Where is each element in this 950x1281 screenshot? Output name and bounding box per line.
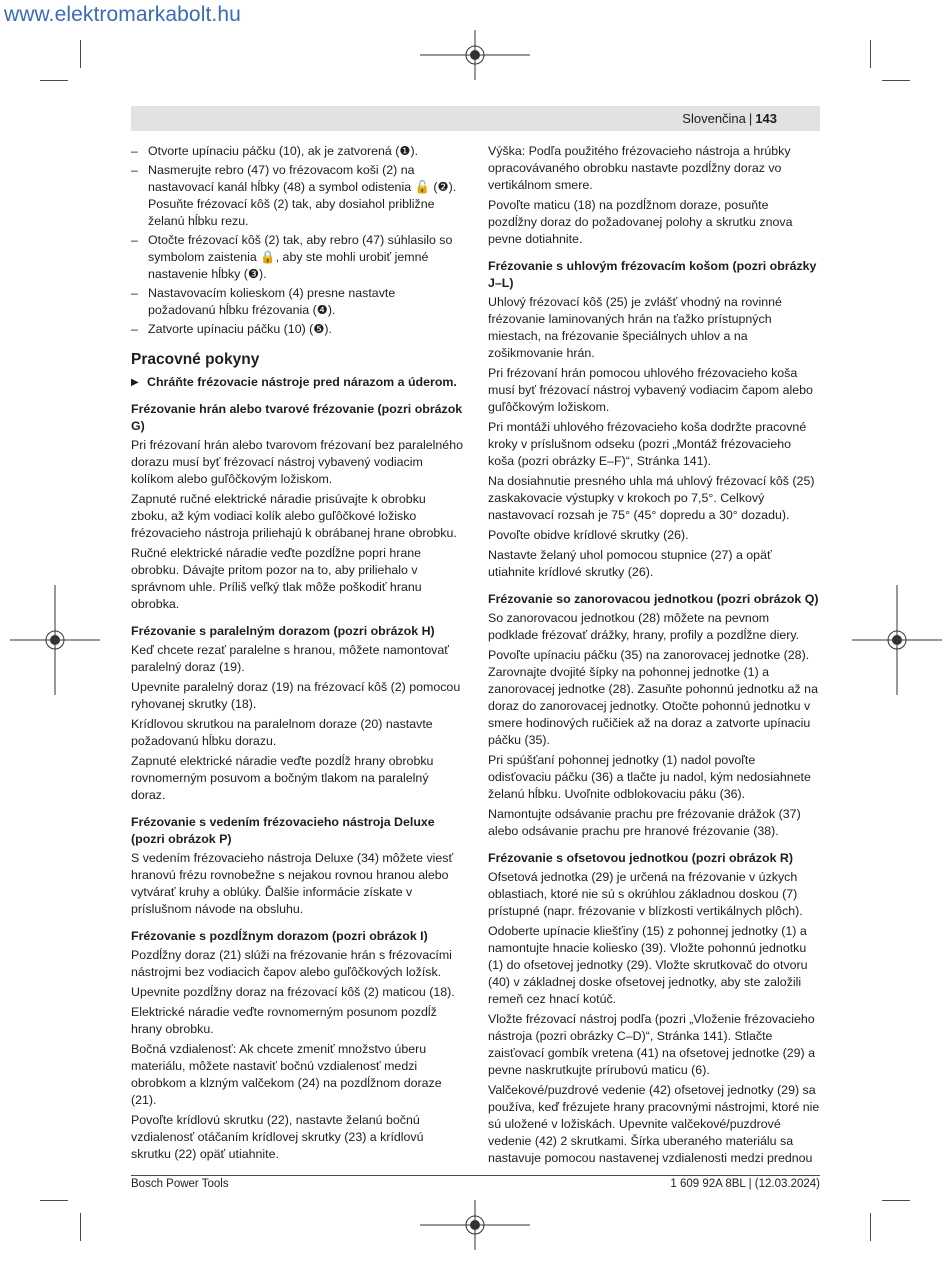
paragraph: Ofsetová jednotka (29) je určená na frézovanie v úzkych oblastiach, ktoré nie sú s okrúhlou základnou doskou (7) prístupné (napr. frézovanie v blízkosti vertikálnych plôch). [488,870,803,918]
crop-mark [80,1213,81,1241]
paragraph: Pri frézovaní hrán alebo tvarovom frézovaní bez paralelného dorazu musí byť frézovací nástroj vybavený vodiacim kolíkom alebo guľôčkovým ložiskom. [131,438,463,486]
subsection-heading: Frézovanie s paralelným dorazom (pozri obrázok H) [131,624,435,638]
crop-mark [40,1200,68,1201]
right-column [488,143,820,1170]
header-language-label: Slovenčina [682,111,746,126]
step-item: – Nasmerujte rebro (47) vo frézovacom koši (2) na nastavovací kanál hĺbky (48) a symbol odistenia 🔓 (❷). Posuňte frézovací kôš (2) tak, aby dosiahol približne želanú hĺbku rezu. [131,162,464,230]
section-title: Pracovné pokyny [131,351,260,368]
subsection-heading: Frézovanie s pozdĺžnym dorazom (pozri obrázok I) [131,929,428,943]
paragraph: Valčekové/puzdrové vedenie (42) ofsetovej jednotky (29) sa používa, keď frézujete hrany pracovnými nástrojmi, ktoré nie sú uložené v ložiskách. Upevnite valčekové/puzdrové vedenie (42) 2 skrutkami. Šírka uberaného materiálu sa nastavuje pomocou nastavenej vzdialenosti medzi prednou [488,1083,820,1165]
paragraph: Uhlový frézovací kôš (25) je zvlášť vhodný na rovinné frézovanie laminovaných hrán na ťažko prístupných miestach, na frézovanie špeciálnych uhlov a na zošikmovanie hrán. [488,295,782,360]
crop-mark [882,1200,910,1201]
paragraph: Vložte frézovací nástroj podľa (pozri „Vloženie frézovacieho nástroja (pozri obrázky C–D)“, Stránka 141). Stlačte zaisťovací gombík vretena (41) na ofsetovej jednotke (29) a pevne naskrutkujte prírubovú maticu (6). [488,1012,815,1077]
paragraph: Pozdĺžny doraz (21) slúži na frézovanie hrán s frézovacími nástrojmi bez vodiacich čapov alebo guľôčkových ložísk. [131,948,452,979]
left-column [131,143,464,1166]
paragraph: Na dosiahnutie presného uhla má uhlový frézovací kôš (25) zaskakovacie výstupky v krokoch po 7,5°. Celkový nastavovací rozsah je 75° (45° dopredu a 30° dozadu). [488,474,815,522]
step-item: – Zatvorte upínaciu páčku (10) (❺). [131,321,464,338]
paragraph: Upevnite pozdĺžny doraz na frézovací kôš (2) maticou (18). [131,985,455,999]
crop-mark [80,40,81,68]
warning-note [131,374,464,391]
paragraph: So zanorovacou jednotkou (28) môžete na pevnom podklade frézovať drážky, hrany, profily a pozdĺžne diery. [488,611,800,642]
step-item: – Nastavovacím kolieskom (4) presne nastavte požadovanú hĺbku frézovania (❹). [131,285,464,319]
page-header [131,106,820,131]
watermark: www.elektromarkabolt.hu [4,3,241,26]
footer-rule [131,1175,820,1176]
paragraph: Povoľte maticu (18) na pozdĺžnom doraze, posuňte pozdĺžny doraz do požadovanej polohy a skrutku znova pevne dotiahnite. [488,198,793,246]
paragraph: Namontujte odsávanie prachu pre frézovanie drážok (37) alebo odsávanie prachu pre hranové frézovanie (38). [488,807,801,838]
paragraph: Pri frézovaní hrán pomocou uhlového frézovacieho koša musí byť frézovací nástroj vybavený vodiacim čapom alebo guľôčkovým ložiskom. [488,366,813,414]
paragraph: Ručné elektrické náradie veďte pozdĺžne popri hrane obrobku. Dávajte pritom pozor na to, aby priliehalo v správnom uhle. Príliš veľký tlak môže poškodiť hranu obrobka. [131,546,422,611]
paragraph: Elektrické náradie veďte rovnomerným posunom pozdĺž hrany obrobku. [131,1005,437,1036]
paragraph: Povoľte upínaciu páčku (35) na zanorovacej jednotke (28). Zarovnajte dvojité šípky na pohonnej jednotke (1) a zanorovacej jednotke (28). Zasuňte pohonnú jednotku až na doraz do zanorovacej jednotky. Otočte pohonnú jednotku v smere hodinových ručičiek až na doraz a zatvorte upínaciu páčku (35). [488,648,818,747]
header-language [682,111,777,126]
header-separator: | [748,111,753,126]
triangle-right-icon: ▶ [131,377,139,388]
subsection-heading: Frézovanie s uhlovým frézovacím košom (pozri obrázky J–L) [488,259,817,290]
subsection-heading: Frézovanie s vedením frézovacieho nástroja Deluxe (pozri obrázok P) [131,815,435,846]
subsection-heading: Frézovanie s ofsetovou jednotkou (pozri obrázok R) [488,851,793,865]
crop-mark [40,80,68,81]
warning-text: Chráňte frézovacie nástroje pred nárazom a úderom. [147,375,457,389]
crop-mark [870,1213,871,1241]
paragraph: Výška: Podľa použitého frézovacieho nástroja a hrúbky opracovávaného obrobku nastavte pozdĺžny doraz vo vertikálnom smere. [488,144,791,192]
paragraph: Upevnite paralelný doraz (19) na frézovací kôš (2) pomocou ryhovanej skrutky (18). [131,680,461,711]
paragraph: Povoľte obidve krídlové skrutky (26). [488,528,689,542]
paragraph: S vedením frézovacieho nástroja Deluxe (34) môžete viesť hranovú frézu rovnobežne s nejakou rovnou hranou alebo vytvárať kruhy a oblúky. Ďalšie informácie získate v príslušnom návode na obsluhu. [131,851,454,916]
paragraph: Bočná vzdialenosť: Ak chcete zmeniť množstvo úberu materiálu, môžete nastaviť bočnú vzdialenosť medzi obrobkom a klzným valčekom (24) na pozdĺžnom doraze (21). [131,1042,442,1107]
step-item: – Otvorte upínaciu páčku (10), ak je zatvorená (❶). [131,143,464,160]
paragraph: Keď chcete rezať paralelne s hranou, môžete namontovať paralelný doraz (19). [131,643,449,674]
registration-mark-icon [10,585,100,695]
page-number: 143 [755,111,777,126]
crop-mark [870,40,871,68]
footer-brand: Bosch Power Tools [131,1178,229,1190]
step-item: – Otočte frézovací kôš (2) tak, aby rebro (47) súhlasilo so symbolom zaistenia 🔒, aby ste mohli urobiť jemné nastavenie hĺbky (❸). [131,232,464,283]
paragraph: Odoberte upínacie kliešťiny (15) z pohonnej jednotky (1) a namontujte hnacie koliesko (39). Vložte pohonnú jednotku (1) do ofsetovej jednotky (29). Vložte skrutkovač do otvoru (40) v základnej doske ofsetovej jednotky, aby ste založili remeň cez hnací kotúč. [488,924,808,1006]
paragraph: Zapnuté elektrické náradie veďte pozdĺž hrany obrobku rovnomerným posuvom a bočným tlakom na paralelný doraz. [131,754,434,802]
paragraph: Krídlovou skrutkou na paralelnom doraze (20) nastavte požadovanú hĺbku dorazu. [131,717,433,748]
paragraph: Nastavte želaný uhol pomocou stupnice (27) a opäť utiahnite krídlové skrutky (26). [488,548,772,579]
crop-mark [882,80,910,81]
paragraph: Povoľte krídlovú skrutku (22), nastavte želanú bočnú vzdialenosť otáčaním krídlovej skrutky (23) a krídlovú skrutku (22) opäť utiahnite. [131,1113,424,1161]
subsection-heading: Frézovanie so zanorovacou jednotkou (pozri obrázok Q) [488,592,819,606]
subsection-heading: Frézovanie hrán alebo tvarové frézovanie (pozri obrázok G) [131,402,463,433]
registration-mark-icon [420,1200,530,1250]
registration-mark-icon [420,30,530,80]
footer-doc-number: 1 609 92A 8BL | (12.03.2024) [670,1178,820,1190]
paragraph: Zapnuté ručné elektrické náradie prisúvajte k obrobku zboku, až kým vodiaci kolík alebo guľôčkové ložisko frézovacieho nástroja priliehajú k obrábanej hrane obrobku. [131,492,457,540]
paragraph: Pri montáži uhlového frézovacieho koša dodržte pracovné kroky v príslušnom odseku (pozri „Montáž frézovacieho koša (pozri obrázky E–F)“, Stránka 141). [488,420,807,468]
paragraph: Pri spúšťaní pohonnej jednotky (1) nadol povoľte odisťovaciu páčku (36) a tlačte ju nadol, kým nedosiahnete želanú hĺbku. Uvoľnite odblokovaciu páku (36). [488,753,811,801]
registration-mark-icon [852,585,942,695]
